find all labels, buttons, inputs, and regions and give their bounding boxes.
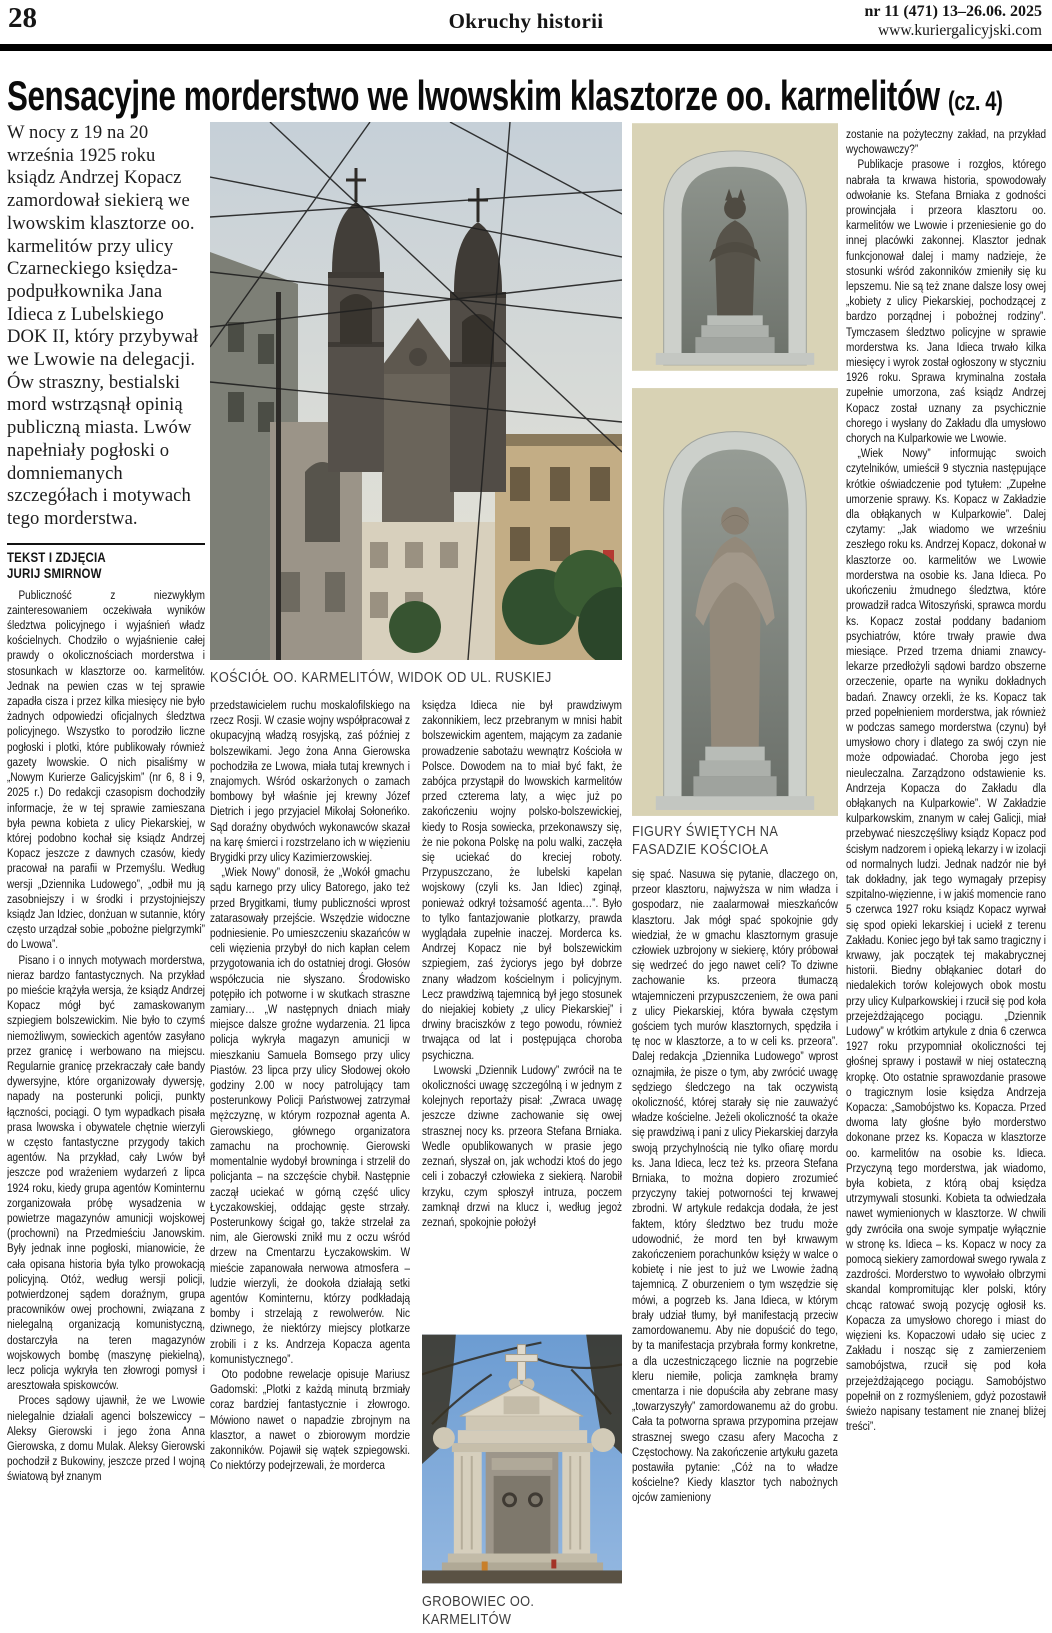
column-2 — [210, 698, 410, 1633]
byline-role: TEKST I ZDJĘCIA — [7, 549, 106, 565]
issue-info: nr 11 (471) 13–26.06. 2025 — [864, 3, 1042, 20]
column-5 — [846, 122, 1046, 1633]
article-body — [0, 122, 1052, 1633]
paragraph: Publiczność z niezwykłym zainteresowaniem oczekiwała wyników śledztwa policyjnego i wyjaśnień władz kościelnych. Chodziło o wyjaśnienie całej prawdy o okolicznościach morderstwa i stosunkach w klasztorze oo. karmelitów. Jednak na pewien czas w tej sprawie zapadła cisza i przez kilka miesięcy nie było żadnych odpowiedzi oficjalnych śledztwa policyjnego. Wszystko to porodziło liczne pogłoski i plotki, które publikowały również gazety lwowskie. O nich pisaliśmy w „Nowym Kurierze Galicyjskim” (nr 6, 8 i 9, 2025 r.) Do redakcji czasopism dochodziły informacje, że w tej sprawie zamieszana była pewna kobieta z ulicy Piekarskiej, w której podobno kochał się ksiądz Andrzej Kopacz jeszcze z dawnych czasów, kiedy pracował na parafii w Przemyślu. Według wersji „Dziennika Ludowego”, „odbił mu ją zasobniejszy i w środki i przystojniejszy ksiądz Jan Idziec, donżuan w sutannie, który często urządzał sobie „pobożne pielgrzymki” do Lwowa”. — [7, 587, 205, 952]
paragraph: Pisano i o innych motywach morderstwa, nieraz bardzo fantastycznych. Na przykład po mieście krążyła wersja, że ksiądz Andrzej Kopacz mógł być zamaskowanym szpiegiem bolszewickim. Nie było to czymś niemożliwym, sowieckich agentów zasyłano przez granicę i werbowano na miejscu. Regularnie granicę przekraczały całe bandy dywersyjne, które organizowały dywersję, napady na posterunki policji, punkty łączności, pociągi. O tym wypadkach pisała prasa lwowska i obywatele chętnie wierzyli w często fantastyczne przygody takich agentów. Na przykład, cały Lwów był jeszcze pod wrażeniem wydarzeń z lipca 1924 roku, kiedy grupa agentów Kominternu zorganizowała próbę wysadzenia w powietrze magazynów amunicji wojskowej (prochowni) na Przedmieściu Janowskim. Były jednak inne pogłoski, mianowicie, że cała opisana historia była tylko prowokacją policyjną. Otóż, według wersji policji, potwierdzonej sądem doraźnym, grupa pracowników owej prochowni, związana z nielegalną organizacją komunistyczną, dostarczyła na teren magazynów wojskowych bombę (maszynę piekielną), lecz policja wykryła ten złowrogi pomysł i aresztowała spiskowców. — [7, 952, 205, 1393]
column-3 — [422, 698, 622, 1633]
tomb-photo-figure — [422, 1334, 622, 1629]
column-1 — [7, 122, 205, 1633]
column-4 — [632, 122, 838, 1633]
tomb-photo-caption: GROBOWIEC OO. KARMELITÓW — [422, 1594, 535, 1628]
section-title: Okruchy historii — [448, 9, 604, 33]
church-photo — [210, 122, 622, 660]
lead-paragraph: W nocy z 19 na 20 września 1925 roku ksiądz Andrzej Kopacz zamordował siekierą we lwowskim klasztorze oo. karmelitów przy ulicy Czarneckiego księdza-podpułkownika Jana Idieca z Lubelskiego DOK II, który przybywał we Lwowie na delegacji. Ów straszny, bestialski mord wstrząsnął opinią publiczną miasta. Lwów napełniały pogłoski o domniemanych szczegółach i motywach tego morderstwa. — [7, 122, 199, 529]
statues-photo-figure — [632, 122, 838, 859]
paragraph: „Wiek Nowy” informując swoich czytelników, umieścił 9 stycznia następujące krótkie oświadczenie pod tytułem: „Zupełne umorzenie sprawy. Ks. Kopacz w Zakładzie dla obłąkanych w Kulparkowie”. Dalej czytamy: „Jak wiadomo we wrześniu zeszłego roku ks. Andrzej Kopacz, dokonał w klasztorze oo. karmelitów we Lwowie morderstwa na osobie ks. Jana Idieca. Po ukończeniu żmudnego śledztwa, które prowadził radca Witoszyński, sprawca mordu ks. Kopacz został poddany badaniom psychiatrów, które trwały prawie dwa miesiące. Przed trzema dniami znawcy-lekarze przedłożyli sądowi bardzo obszerne orzeczenie, oparte na wyniku dokładnych badań. Znawcy orzekli, że ks. Kopacz tak przed popełnieniem morderstwa, jak również w podczas samego morderstwa (czynu) był umysłowo chory i dlatego za swój czyn nie może odpowiadać. Choroba jego jest nieuleczalna. Zarządzono odstawienie ks. Andrzeja Kopacza do Zakładu dla obłąkanych na Kulparkowie”. W Zakładzie kulparkowskim, znanym w całej Galicji, miał przebywać nieszczęśliwy ksiądz Kopacz pod ścisłym nadzorem i opieką lekarzy i w izolacji od normalnych ludzi. Jednak nadzór nie był tak dokładny, jak tego wymagały przepisy szpitalno-więzienne, i w jakiś momencie rano 5 czerwca 1927 roku ksiądz Kopacz wyrwał się spod opieki lekarskiej i uciekł z terenu Zakładu. Koniec jego był tak samo tragiczny i krwawy, jak początek tej makabrycznej historii. Biedny obłąkaniec dotarł do niedalekich torów kolejowych obok mostu przy ulicy Kulparkowskiej i rzucił się pod koła przejeżdżającego pociągu. „Dziennik Ludowy” w krótkim artykule z dnia 6 czerwca 1927 roku przypomniał okoliczności tej głośnej sprawy i postawił w niej ostateczną kropkę. Oto ostatnie sprawozdanie prasowe o tragicznym losie księdza Andrzeja Kopacza: „Samobójstwo ks. Kopacza. Przed dwoma laty głośne było morderstwo dokonane przez ks. Kopacza w klasztorze oo. karmelitów na osobie ks. Idieca. Przyczyną tego morderstwa, jak wiadomo, była kobieta, z którą obaj księdza utrzymywali stosunki. Kobieta ta odwiedzała nawet wymienionych w klasztorze. W chwili gdy zwróciła ona swoje sympatje wyłącznie w stronę ks. Idieca – ks. Kopacz w nocy za pomocą siekiery zamordował swego rywala z zazdrości. Morderstwo to wywołało olbrzymi skandal kompromitując kler polski, który chcąc ratować swoją pozycję ogłosił ks. Kopacza za umysłowo chorego i miast do więzieni ks. Kopaczowi udało się uciec z Zakładu i nosząc się z zamierzeniem samobójstwa, rzucił się pod koła przejeżdżającego pociągu. Samobójstwo popełnił on z rozmyśleniem, gdyż pozostawił świeżo napisany testament nie znanej bliżej treści”. — [846, 446, 1046, 1434]
byline-author: JURIJ SMIRNOW — [7, 565, 102, 581]
paragraph: Lwowski „Dziennik Ludowy” zwrócił na te okoliczności uwagę szczególną i w jednym z kolejnych reportaży pisał: „Zwraca uwagę jeszcze dziwne zachowanie się owej strasznej nocy ks. przeora Stefana Brniaka. Wedle opublikowanych w prasie jego zeznań, słyszał on, jak wchodzi ktoś do jego celi i zobaczył człowieka z siekierą. Narobił krzyku, czym spłoszył intruza, poczem zamknął drzwi na klucz i, według jegoż zeznań, spokojnie położył — [422, 1062, 622, 1229]
paragraph: Publikacje prasowe i rozgłos, którego nabrała ta krwawa historia, spowodowały odwołanie ks. Stefana Brniaka z godności prowincjała i przeora klasztoru oo. karmelitów we Lwowie i przeniesienie go do innej placówki zakonnej. Klasztor jednak funkcjonował dalej i mamy nadzieje, że stosunki wśród zakonników zmieniły się ku lepszemu. Nie są też znane dalsze losy owej „kobiety z ulicy Piekarskiej, pochodzącej z bardzo porządnej i pobożnej rodziny”. Tymczasem śledztwo policyjne w sprawie morderstwa ks. Jana Idieca trwało kilka miesięcy i wyrok został ogłoszony w styczniu 1926 roku. Sprawa kryminalna została zupełnie umorzona, zaś ksiądz Andrzej Kopacz został uznany za psychicznie chorego i wysłany do Zakładu dla umysłowo chorych na Kulparkowie we Lwowie. — [846, 157, 1046, 446]
paragraph: się spać. Nasuwa się pytanie, dlaczego on, przeor klasztoru, najwyższa w nim władza i gospodarz, nie zaalarmował mieszkańców klasztoru. Jak mógł spać spokojnie gdy wiedział, że w gmachu klasztornym grasuje człowiek uzbrojony w siekierę, który próbował się wedrzeć do jego nawet celi? To dziwne zachowanie ks. przeora tłumaczą wtajemniczeni przypuszczeniem, że owa pani z ulicy Piekarskiej, która bywała częstym gościem tych murów klasztornych, spędziła i tę noc w klasztorze, a to w celi ks. przeora”. Dalej redakcja „Dziennika Ludowego” wprost oznajmiła, że pisze o tym, aby zwrócić uwagę sędziego śledczego na tak oczywistą okoliczność, której starały się nie zauważyć władze kościelne. Jeżeli okoliczność ta okaże się prawdziwą i pani z ulicy Piekarskiej darzyła swoją przychylnością nie tylko ofiarę mordu ks. Jana Idieca, lecz też ks. przeora Stefana Brniaka, to można dopiero zrozumieć przyczyny takiej potworności tej krwawej zbrodni. W artykule redakcja dodała, że jest faktem, który śledztwo bez trudu może udowodnić, że mord ten był krwawym zakończeniem porachunków księży w walce o kobietę i nie jest to już we Lwowie żadną tajemnicą. Z oburzeniem o tym wszędzie się mówi, a pogrzeb ks. Jana Idieca, w którym brały udział tłumy, był manifestacją przeciw zamordowanemu. Aby nie dopuścić do tego, by ta manifestacja przybrała formy konkretne, a dla uczestniczącego licznie na pogrzebie kleru niemiłe, policja zamknęła bramy cmentarza i nie dopuściła aby zebrane masy „towarzyszyły” zamordowanemu aż do grobu. Cała ta potworna sprawa przypomina przejaw strasznej swego czasu afery Macocha z Częstochowy. Na zakończenie artykułu gazeta postawiła pytanie: „Cóż na to władze kościelne? Kiedy klasztor tych nabożnych ojców zamieniony — [632, 867, 838, 1505]
headline-main: Sensacyjne morderstwo we lwowskim klasztorze oo. karmelitów — [7, 72, 940, 119]
statues-photo-caption: FIGURY ŚWIĘTYCH NA FASADZIE KOŚCIOŁA — [632, 824, 778, 858]
header-rule — [0, 44, 1052, 51]
issue-block — [865, 2, 1042, 40]
paragraph: przedstawicielem ruchu moskalofilskiego na rzecz Rosji. W czasie wojny współpracował z okupacyjną władzą rosyjską, zaś później z bolszewikami. Jego żona Anna Gierowska pochodziła ze Lwowa, miała tutaj krewnych i znajomych. Wśród oskarżonych o zamach bombowy był właśnie jej krewny Józef Dietrich i jego przyjaciel Mikołaj Sołoneńko. Sąd doraźny obydwóch wykonawców skazał na karę śmierci i rozstrzelano ich w więzieniu Brygidki przy ulicy Kazimierzowskiej. — [210, 698, 410, 865]
article-headline — [7, 72, 1050, 120]
column-1-text — [7, 588, 205, 1485]
column-4-text — [632, 867, 838, 1506]
paragraph: Oto podobne rewelacje opisuje Mariusz Gadomski: „Plotki z każdą minutą brzmiały coraz bardziej fantastycznie i złowrogo. Mówiono nawet o napadzie zbrojnym na klasztor, a nawet o zbiorowym mordzie zakonników. Pojawił się wątek szpiegowski. Co niektórzy podejrzewali, że morderca — [210, 1366, 410, 1473]
headline-part: (cz. 4) — [948, 86, 1003, 116]
paragraph: Proces sądowy ujawnił, że we Lwowie nielegalnie działali agenci bolszewiccy – Aleksy Gierowski i jego żona Anna Gierowska, z domu Mulak. Aleksy Gierowski pochodził z Bukowiny, jeszcze przed I wojną światową był znanym — [7, 1393, 205, 1484]
statue-photo-lower — [632, 388, 838, 816]
column-2-text — [210, 698, 410, 1633]
byline-rule — [7, 543, 205, 545]
page-number: 28 — [8, 2, 37, 34]
byline — [7, 550, 205, 582]
paragraph: zostanie na pożyteczny zakład, na przykład wychowawczy?” — [846, 127, 1046, 157]
statue-photo-upper — [632, 122, 838, 372]
tomb-photo — [422, 1334, 622, 1584]
website-url: www.kuriergalicyjski.com — [877, 22, 1042, 39]
church-photo-figure — [210, 122, 622, 687]
column-3-text — [422, 698, 622, 1326]
church-photo-caption: KOŚCIÓŁ OO. KARMELITÓW, WIDOK OD UL. RUSKIEJ — [210, 670, 552, 686]
paragraph: „Wiek Nowy” donosił, że „Wokół gmachu sądu karnego przy ulicy Batorego, jako też przed Brygitkami, tłumy publiczności wprost zatarasowały przejście. Wszędzie widoczne podniesienie. Po umieszczeniu skazańców w celi więzienia przybył do nich kapłan celem przygotowania ich do ostatniej drogi. Głosów współczucia nie słyszano. Środowisko potępiło ich potworne i w skutkach straszne zamiary… „W następnych dniach miały miejsce dalsze groźne wydarzenia. 21 lipca policja wykryła magazyn amunicji w mieszkaniu Samuela Bomsego przy ulicy Piastów. 23 lipca przy ulicy Słodowej około godziny 2.00 w nocy patrolujący tam posterunkowy Policji Państwowej zatrzymał mężczyznę, w którym rozpoznał agenta A. Gierowskiego, głównego organizatora zamachu na prochownię. Gierowski momentalnie wydobył browninga i strzelił do policjanta – na szczęście chybił. Następnie zaczął uciekać w górną część ulicy Łyczakowskiej, oddając gęste strzały. Posterunkowy ścigał go, także strzelał za nim, ale Gierowski znikł mu z oczu wśród drzew na Cmentarzu Łyczakowskim. W mieście zapanowała nerwowa atmosfera – ludzie wierzyli, że dookoła działają setki agentów Kominternu, którzy podkładają bomby i strzelają z rewolwerów. Nic dziwnego, że niektórzy miejscy plotkarze zrobili i z ks. Andrzeja Kopacza agenta komunistycznego”. — [210, 865, 410, 1366]
page-header — [0, 0, 1052, 44]
column-5-text — [846, 127, 1046, 1434]
paragraph: księdza Idieca nie był prawdziwym zakonnikiem, lecz przebranym w mnisi habit bolszewickim agentem, mającym za zadanie prowadzenie sabotażu wewnątrz Kościoła w Polsce. Dowodem na to miał być fakt, że zabójca przystąpił do lwowskich karmelitów przed czterema laty, a więc już po zakończeniu wojny polsko-bolszewickiej, kiedy to Rosja sowiecka, przekonawszy się, że nie pokona Polskę na polu walki, zaczęła się uciekać do kreciej roboty. Przypuszczano, że lubelski kapelan wojskowy (czyli ks. Jan Idiec) zginął, ponieważ odkrył tożsamość agenta…”. Było to tylko fantazjowanie plotkarzy, prawda wyglądała zupełnie inaczej. Morderca ks. Andrzej Kopacz nie był bolszewickim szpiegiem, zaś życiorys jego był dobrze znany władzom kościelnym i policyjnym. Lecz prawdziwą tajemnicą był jego stosunek do niejakiej kobiety „z ulicy Piekarskiej” i drwiny braciszków z tego powodu, również trwająca od lat i postępująca choroba psychiczna. — [422, 698, 622, 1062]
